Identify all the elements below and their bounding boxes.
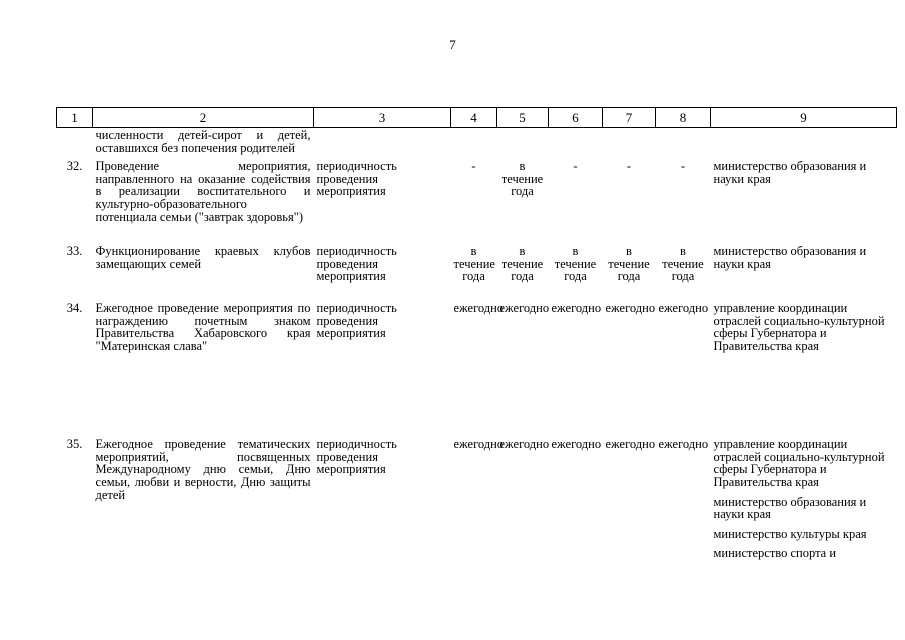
- term-col-4: ежегодно: [453, 437, 504, 452]
- term-col-5: ежегодно: [499, 301, 550, 316]
- responsible-text: управление координации отраслей социально-культурной сферы Губернатора и Правительства края: [713, 301, 885, 353]
- column-header-8: 8: [656, 108, 711, 128]
- responsible-cell: [711, 160, 897, 245]
- table-body: [57, 128, 897, 567]
- term-col-7: ежегодно: [605, 437, 656, 452]
- row-number: 33.: [66, 244, 83, 259]
- column-header-3: 3: [314, 108, 451, 128]
- header-row: [57, 108, 897, 128]
- table-row: [57, 160, 897, 245]
- plan-table: [56, 107, 897, 567]
- responsible-cell: [711, 438, 897, 567]
- responsible-text: министерство образования и науки края: [713, 494, 867, 522]
- term-col-8: в течение года: [662, 244, 704, 284]
- event-text: Проведение мероприятия, направленного на оказание содействия в реализации воспитательного и культурно-образовательного потенциала семьи ("завтрак здоровья"): [95, 159, 311, 224]
- term-col-4: -: [471, 159, 476, 174]
- responsible-text: управление координации отраслей социально-культурной сферы Губернатора и Правительства края: [713, 437, 885, 489]
- term-col-5: в течение года: [501, 244, 544, 284]
- indicator-text: периодичность проведения мероприятия: [316, 244, 397, 284]
- column-header-5: 5: [497, 108, 549, 128]
- term-col-5: в течение года: [501, 159, 544, 199]
- term-col-7: ежегодно: [605, 301, 656, 316]
- row-number: 32.: [66, 159, 83, 174]
- event-text: Функционирование краевых клубов замещающих семей: [95, 244, 311, 271]
- term-col-6: ежегодно: [551, 437, 602, 452]
- term-col-8: ежегодно: [658, 301, 709, 316]
- term-col-7: в течение года: [608, 244, 650, 284]
- column-header-6: 6: [549, 108, 603, 128]
- term-col-6: -: [573, 159, 578, 174]
- table-row: [57, 245, 897, 302]
- table-row: [57, 438, 897, 567]
- indicator-text: периодичность проведения мероприятия: [316, 301, 397, 341]
- indicator-text: периодичность проведения мероприятия: [316, 437, 397, 477]
- term-col-5: ежегодно: [499, 437, 550, 452]
- responsible-text: министерство спорта и: [713, 546, 837, 561]
- column-header-7: 7: [603, 108, 656, 128]
- responsible-cell: [711, 245, 897, 302]
- term-col-8: -: [680, 159, 686, 174]
- term-col-8: ежегодно: [658, 437, 709, 452]
- term-col-6: ежегодно: [551, 301, 602, 316]
- column-header-9: 9: [711, 108, 897, 128]
- column-header-4: 4: [451, 108, 497, 128]
- responsible-text: министерство образования и науки края: [713, 159, 867, 186]
- table-row-continuation: [57, 128, 897, 161]
- event-text: Ежегодное проведение мероприятия по награждению почетным знаком Правительства Хабаровского края "Материнская слава": [95, 301, 311, 353]
- page-number: 7: [449, 37, 456, 52]
- table-row: [57, 302, 897, 438]
- column-header-2: 2: [93, 108, 314, 128]
- responsible-cell: [711, 302, 897, 438]
- event-text: Ежегодное проведение тематических мероприятий, посвященных Международному дню семьи, Дню семьи, любви и верности, Дню защиты детей: [95, 437, 311, 502]
- row-number: 34.: [66, 301, 83, 316]
- term-col-4: в течение года: [453, 244, 495, 284]
- responsible-text: министерство образования и науки края: [713, 244, 867, 271]
- responsible-text: министерство культуры края: [713, 526, 867, 541]
- continuation-text: численности детей-сирот и детей, оставшихся без попечения родителей: [95, 128, 311, 155]
- indicator-text: периодичность проведения мероприятия: [316, 159, 397, 199]
- table-header: [57, 108, 897, 128]
- row-number: 35.: [66, 437, 83, 452]
- column-header-1: 1: [57, 108, 93, 128]
- term-col-7: -: [626, 159, 632, 174]
- term-col-6: в течение года: [554, 244, 597, 284]
- term-col-4: ежегодно: [453, 301, 504, 316]
